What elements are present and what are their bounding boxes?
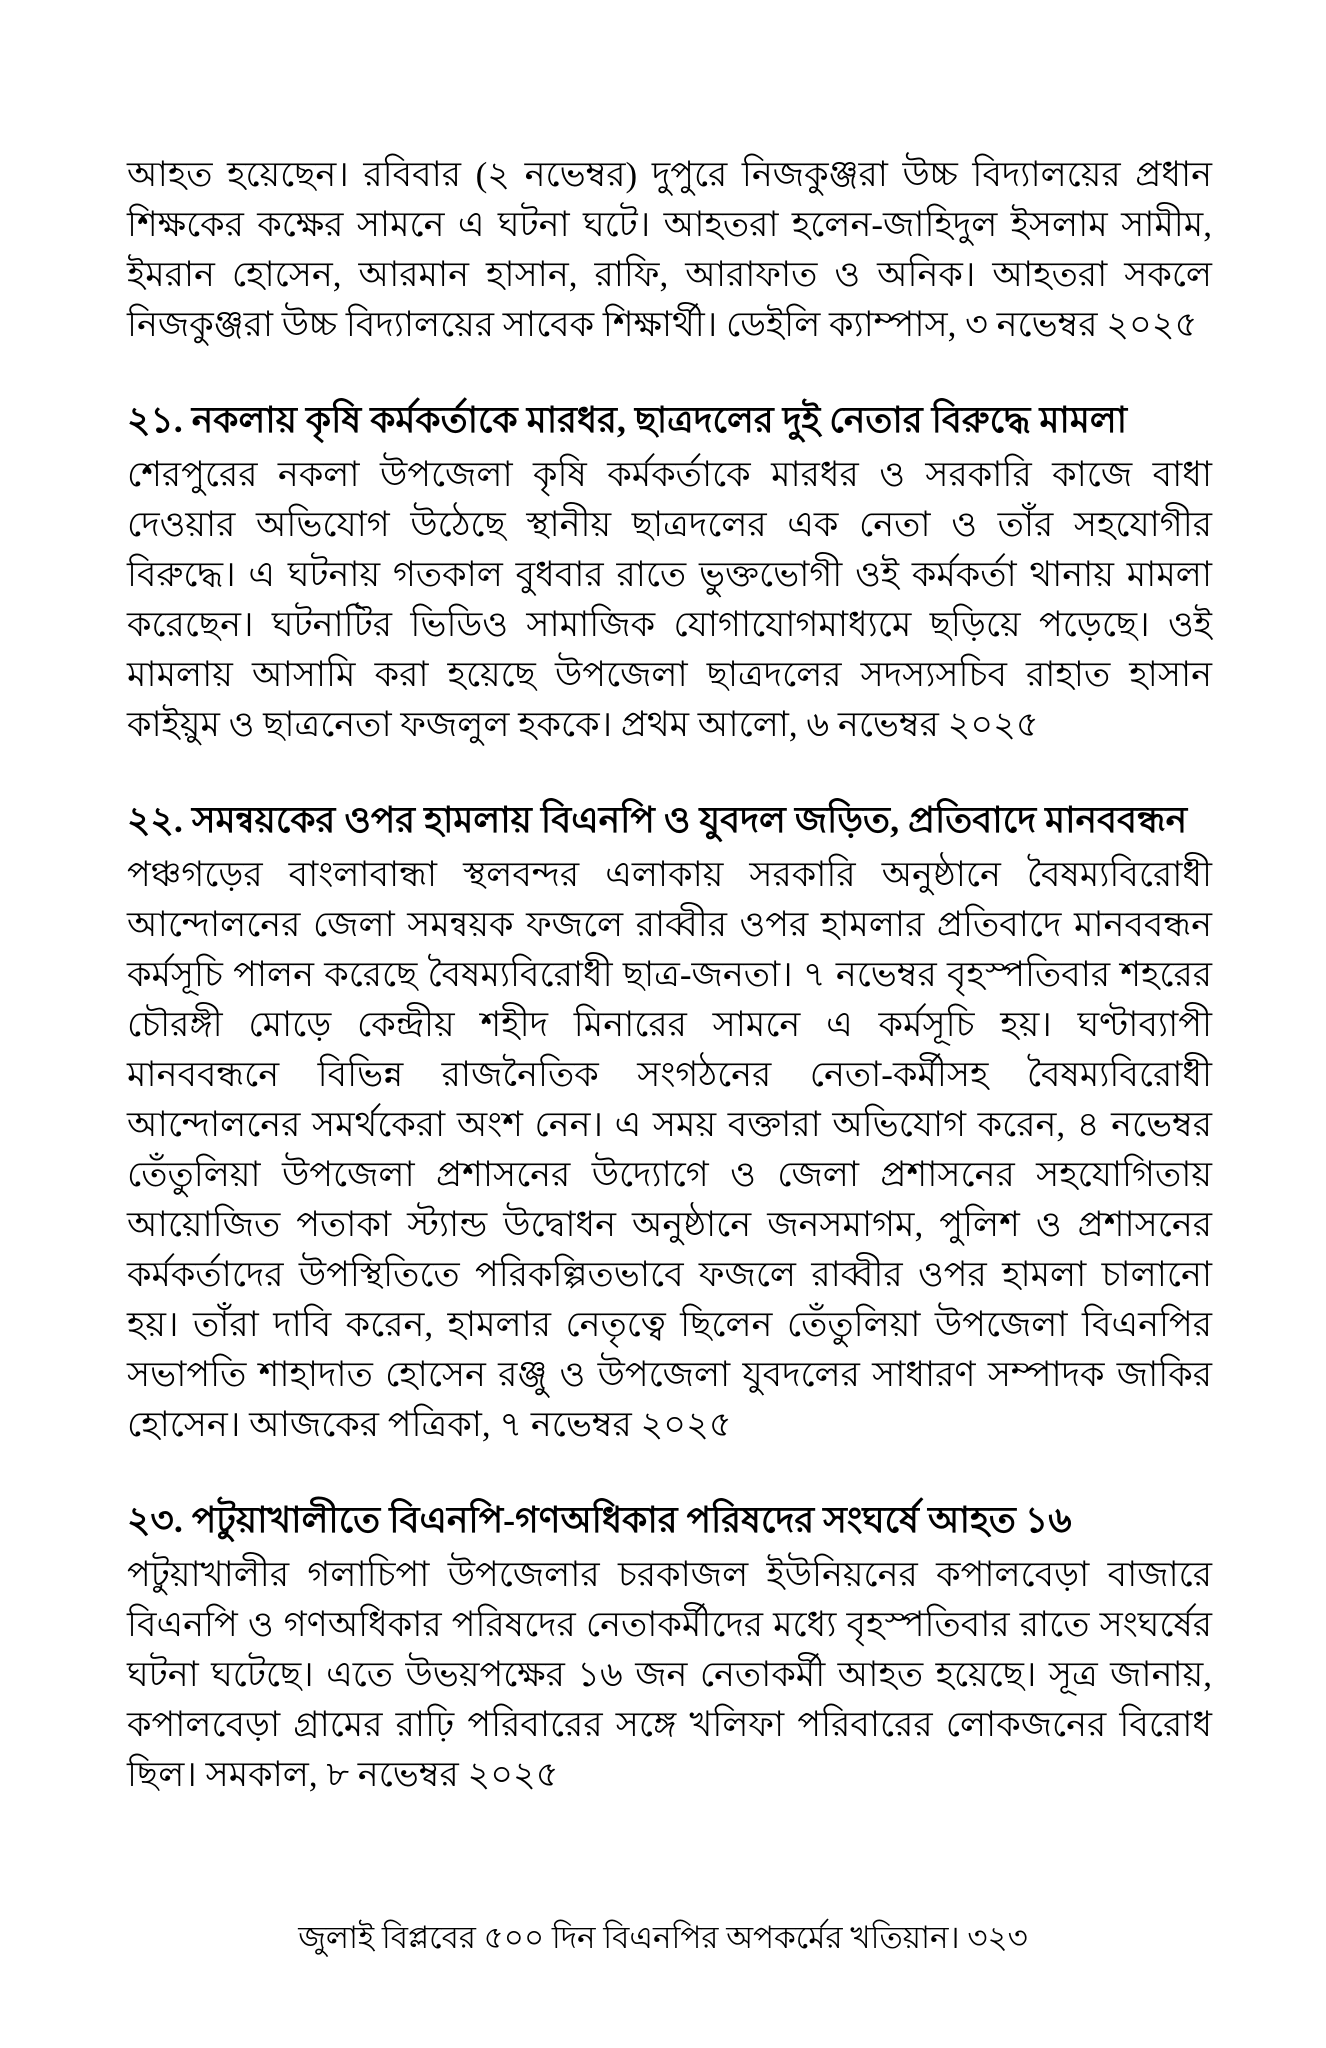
section-21 — [127, 394, 1212, 750]
section-22-body: পঞ্চগড়ের বাংলাবান্ধা স্থলবন্দর এলাকায় সরকারি অনুষ্ঠানে বৈষম্যবিরোধী আন্দোলনের জেলা সমন্বয়ক ফজলে রাব্বীর ওপর হামলার প্রতিবাদে মানববন্ধন কর্মসূচি পালন করেছে বৈষম্যবিরোধী ছাত্র-জনতা। ৭ নভেম্বর বৃহস্পতিবার শহরের চৌরঙ্গী মোড়ে কেন্দ্রীয় শহীদ মিনারের সামনে এ কর্মসূচি হয়। ঘণ্টাব্যাপী মানববন্ধনে বিভিন্ন রাজনৈতিক সংগঠনের নেতা-কর্মীসহ বৈষম্যবিরোধী আন্দোলনের সমর্থকেরা অংশ নেন। এ সময় বক্তারা অভিযোগ করেন, ৪ নভেম্বর তেঁতুলিয়া উপজেলা প্রশাসনের উদ্যোগে ও জেলা প্রশাসনের সহযোগিতায় আয়োজিত পতাকা স্ট্যান্ড উদ্বোধন অনুষ্ঠানে জনসমাগম, পুলিশ ও প্রশাসনের কর্মকর্তাদের উপস্থিতিতে পরিকল্পিতভাবে ফজলে রাব্বীর ওপর হামলা চালানো হয়। তাঁরা দাবি করেন, হামলার নেতৃত্বে ছিলেন তেঁতুলিয়া উপজেলা বিএনপির সভাপতি শাহাদাত হোসেন রঞ্জু ও উপজেলা যুবদলের সাধারণ সম্পাদক জাকির হোসেন। আজকের পত্রিকা, ৭ নভেম্বর ২০২৫ — [127, 855, 1212, 1444]
section-22 — [127, 794, 1212, 1450]
section-23-heading: ২৩. পটুয়াখালীতে বিএনপি-গণঅধিকার পরিষদের সংঘর্ষে আহত ১৬ — [127, 1500, 1072, 1540]
page-content — [127, 150, 1212, 1800]
section-23-body: পটুয়াখালীর গলাচিপা উপজেলার চরকাজল ইউনিয়নের কপালবেড়া বাজারে বিএনপি ও গণঅধিকার পরিষদের নেতাকর্মীদের মধ্যে বৃহস্পতিবার রাতে সংঘর্ষের ঘটনা ঘটেছে। এতে উভয়পক্ষের ১৬ জন নেতাকর্মী আহত হয়েছে। সূত্র জানায়, কপালবেড়া গ্রামের রাঢ়ি পরিবারের সঙ্গে খলিফা পরিবারের লোকজনের বিরোধ ছিল। সমকাল, ৮ নভেম্বর ২০২৫ — [127, 1555, 1212, 1794]
page-footer: জুলাই বিপ্লবের ৫০০ দিন বিএনপির অপকর্মের খতিয়ান। ৩২৩ — [298, 1920, 1028, 1955]
section-21-body: শেরপুরের নকলা উপজেলা কৃষি কর্মকর্তাকে মারধর ও সরকারি কাজে বাধা দেওয়ার অভিযোগ উঠেছে স্থানীয় ছাত্রদলের এক নেতা ও তাঁর সহযোগীর বিরুদ্ধে। এ ঘটনায় গতকাল বুধবার রাতে ভুক্তভোগী ওই কর্মকর্তা থানায় মামলা করেছেন। ঘটনাটির ভিডিও সামাজিক যোগাযোগমাধ্যমে ছড়িয়ে পড়েছে। ওই মামলায় আসামি করা হয়েছে উপজেলা ছাত্রদলের সদস্যসচিব রাহাত হাসান কাইয়ুম ও ছাত্রনেতা ফজলুল হককে। প্রথম আলো, ৬ নভেম্বর ২০২৫ — [127, 455, 1212, 744]
section-23 — [127, 1494, 1212, 1800]
section-21-heading: ২১. নকলায় কৃষি কর্মকর্তাকে মারধর, ছাত্রদলের দুই নেতার বিরুদ্ধে মামলা — [127, 400, 1128, 440]
section-22-heading: ২২. সমন্বয়কের ওপর হামলায় বিএনপি ও যুবদল জড়িত, প্রতিবাদে মানববন্ধন — [127, 800, 1188, 840]
continued-paragraph: আহত হয়েছেন। রবিবার (২ নভেম্বর) দুপুরে নিজকুঞ্জরা উচ্চ বিদ্যালয়ের প্রধান শিক্ষকের কক্ষের সামনে এ ঘটনা ঘটে। আহতরা হলেন-জাহিদুল ইসলাম সামীম, ইমরান হোসেন, আরমান হাসান, রাফি, আরাফাত ও অনিক। আহতরা সকলে নিজকুঞ্জরা উচ্চ বিদ্যালয়ের সাবেক শিক্ষার্থী। ডেইলি ক্যাম্পাস, ৩ নভেম্বর ২০২৫ — [127, 155, 1212, 344]
